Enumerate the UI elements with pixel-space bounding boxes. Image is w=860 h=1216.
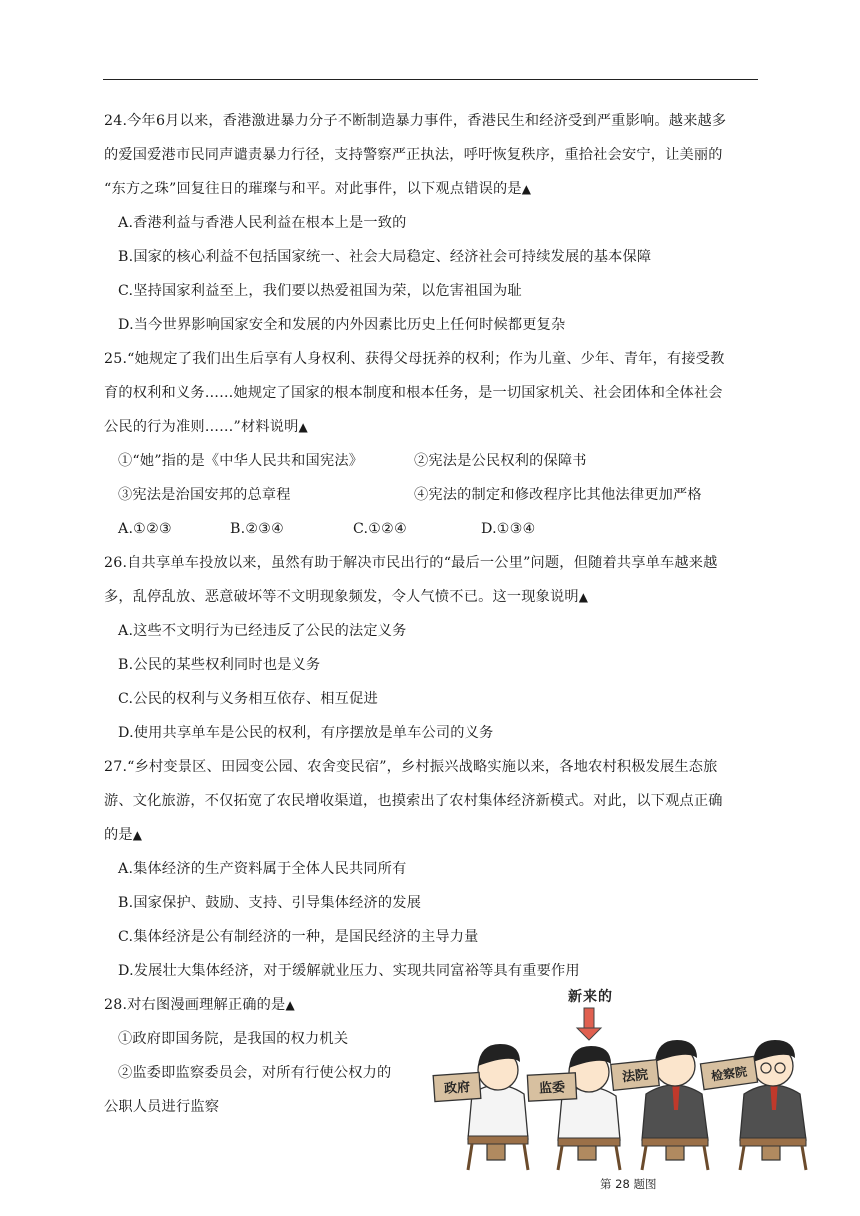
q25-statement-1: ①“她”指的是《中华人民共和国宪法》 bbox=[118, 453, 364, 469]
answer-marker-icon: ▲ bbox=[578, 590, 589, 604]
q27-option-b: B.国家保护、鼓励、支持、引导集体经济的发展 bbox=[118, 895, 422, 911]
q24-option-d: D.当今世界影响国家安全和发展的内外因素比历史上任何时候都更复杂 bbox=[118, 317, 566, 333]
q26-stem-line-1: 26.自共享单车投放以来，虽然有助于解决市民出行的“最后一公里”问题，但随着共享单车越来越 bbox=[104, 555, 718, 571]
q28-stem: 28.对右图漫画理解正确的是▲ bbox=[104, 997, 295, 1013]
q25-option-d: D.①③④ bbox=[481, 521, 536, 537]
answer-marker-icon: ▲ bbox=[521, 182, 532, 196]
header-rule bbox=[103, 79, 758, 80]
red-arrow-icon bbox=[577, 1008, 601, 1040]
q25-statement-3: ③宪法是治国安邦的总章程 bbox=[118, 487, 291, 503]
person-gov bbox=[433, 1044, 528, 1170]
figure-caption: 第 28 题图 bbox=[600, 1177, 657, 1191]
sign-supervision: 监委 bbox=[538, 1080, 566, 1097]
q24-option-a: A.香港利益与香港人民利益在根本上是一致的 bbox=[118, 215, 407, 231]
answer-marker-icon: ▲ bbox=[132, 828, 143, 842]
sign-procuratorate: 检察院 bbox=[710, 1064, 748, 1084]
q25-option-c: C.①②④ bbox=[353, 521, 408, 537]
q28-statement-1: ①政府即国务院，是我国的权力机关 bbox=[118, 1031, 349, 1047]
q25-option-a: A.①②③ bbox=[118, 521, 172, 537]
person-court bbox=[611, 1040, 708, 1170]
q26-option-b: B.公民的某些权利同时也是义务 bbox=[118, 657, 321, 673]
q27-option-c: C.集体经济是公有制经济的一种，是国民经济的主导力量 bbox=[118, 929, 479, 945]
q28-statement-2-cont: 公职人员进行监察 bbox=[104, 1099, 220, 1115]
q25-stem-line-1: 25.“她规定了我们出生后享有人身权利、获得父母抚养的权利；作为儿童、少年、青年，有接受教 bbox=[104, 351, 725, 367]
q26-option-a: A.这些不文明行为已经违反了公民的法定义务 bbox=[118, 623, 407, 639]
q26-stem-line-2: 多，乱停乱放、恶意破坏等不文明现象频发，令人气愤不已。这一现象说明▲ bbox=[104, 589, 589, 605]
q25-stem-line-2: 育的权利和义务……她规定了国家的根本制度和根本任务，是一切国家机关、社会团体和全体社会 bbox=[104, 385, 723, 401]
answer-marker-icon: ▲ bbox=[298, 420, 308, 434]
cartoon-illustration bbox=[432, 986, 812, 1172]
q26-option-d: D.使用共享单车是公民的权利，有序摆放是单车公司的义务 bbox=[118, 725, 494, 741]
sign-gov: 政府 bbox=[443, 1080, 471, 1097]
q24-stem-line-1: 24.今年6月以来，香港激进暴力分子不断制造暴力事件，香港民生和经济受到严重影响。越来越多 bbox=[104, 113, 727, 129]
person-supervision bbox=[527, 1046, 620, 1170]
answer-marker-icon: ▲ bbox=[285, 998, 295, 1012]
q25-statement-4: ④宪法的制定和修改程序比其他法律更加严格 bbox=[414, 487, 702, 503]
person-procuratorate bbox=[700, 1040, 806, 1170]
q27-option-a: A.集体经济的生产资料属于全体人民共同所有 bbox=[118, 861, 407, 877]
q24-stem-line-3: “东方之珠”回复往日的璀璨与和平。对此事件，以下观点错误的是▲ bbox=[104, 181, 532, 197]
q24-stem-line-2: 的爱国爱港市民同声谴责暴力行径，支持警察严正执法，呼吁恢复秩序，重拾社会安宁，让美丽的 bbox=[104, 147, 723, 163]
cartoon-new-label: 新来的 bbox=[568, 989, 613, 1005]
q28-statement-2: ②监委即监察委员会，对所有行使公权力的 bbox=[118, 1065, 392, 1081]
q25-stem-line-3: 公民的行为准则……”材料说明▲ bbox=[104, 419, 308, 435]
q25-statement-2: ②宪法是公民权利的保障书 bbox=[414, 453, 587, 469]
q26-option-c: C.公民的权利与义务相互依存、相互促进 bbox=[118, 691, 378, 707]
q27-stem-line-3: 的是▲ bbox=[104, 827, 143, 843]
q27-option-d: D.发展壮大集体经济，对于缓解就业压力、实现共同富裕等具有重要作用 bbox=[118, 963, 580, 979]
q25-option-b: B.②③④ bbox=[230, 521, 285, 537]
q27-stem-line-2: 游、文化旅游，不仅拓宽了农民增收渠道，也摸索出了农村集体经济新模式。对此，以下观点正确 bbox=[104, 793, 723, 809]
q27-stem-line-1: 27.“乡村变景区、田园变公园、农舍变民宿”，乡村振兴战略实施以来，各地农村积极发展生态旅 bbox=[104, 759, 718, 775]
q24-option-b: B.国家的核心利益不包括国家统一、社会大局稳定、经济社会可持续发展的基本保障 bbox=[118, 249, 652, 265]
q24-option-c: C.坚持国家利益至上，我们要以热爱祖国为荣，以危害祖国为耻 bbox=[118, 283, 522, 299]
sign-court: 法院 bbox=[621, 1067, 649, 1086]
